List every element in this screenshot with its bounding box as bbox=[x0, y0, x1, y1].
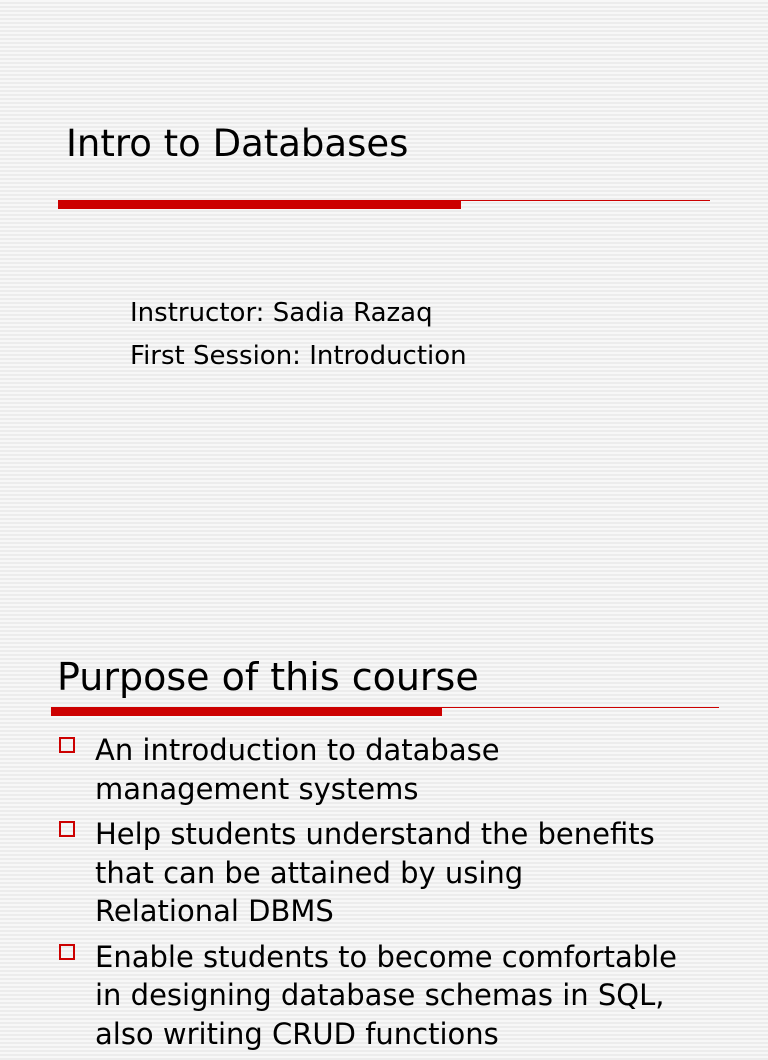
purpose-underline bbox=[51, 707, 719, 717]
hollow-square-icon bbox=[59, 737, 75, 753]
bullet-item bbox=[57, 731, 747, 808]
slide-purpose bbox=[0, 620, 768, 1051]
slide-subtitle bbox=[130, 292, 467, 378]
bullet-text: An introduction to database management systems bbox=[95, 733, 500, 806]
underline-thick bbox=[51, 707, 442, 716]
bullet-text: Enable students to become comfortable in designing database schemas in SQL, also writing CRUD functions bbox=[95, 939, 678, 1051]
underline-thick bbox=[58, 200, 461, 209]
title-underline bbox=[58, 200, 710, 210]
instructor-line: Instructor: Sadia Razaq bbox=[130, 298, 433, 328]
bullet-list bbox=[57, 731, 747, 1060]
underline-thin bbox=[442, 707, 719, 708]
bullet-text: Help students understand the benefits that can be attained by using Relational DBMS bbox=[95, 817, 655, 928]
slide-title-heading: Intro to Databases bbox=[66, 122, 409, 165]
underline-thin bbox=[461, 200, 710, 201]
bullet-item bbox=[57, 938, 747, 1054]
bullet-item bbox=[57, 815, 747, 931]
session-line: First Session: Introduction bbox=[130, 341, 467, 371]
slide-purpose-heading: Purpose of this course bbox=[57, 655, 479, 699]
hollow-square-icon bbox=[59, 821, 75, 837]
hollow-square-icon bbox=[59, 944, 75, 960]
